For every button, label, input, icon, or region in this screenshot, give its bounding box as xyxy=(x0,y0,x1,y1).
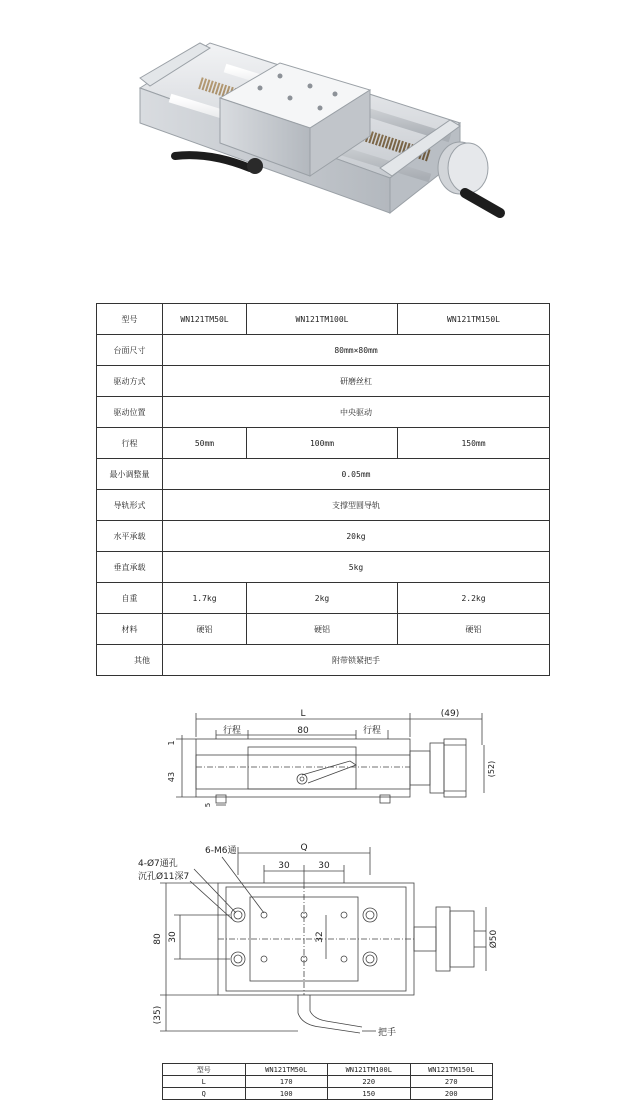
dim-49: (49) xyxy=(440,709,460,719)
table-row xyxy=(97,428,550,459)
table-row xyxy=(97,521,550,552)
table-row xyxy=(97,459,550,490)
row-label: 导轨形式 xyxy=(97,490,163,521)
spec-table-body xyxy=(97,304,550,676)
dim-L: L xyxy=(300,709,306,719)
cell-value: 硬铝 xyxy=(398,614,550,645)
dim-Q: Q xyxy=(300,843,308,853)
cell-value: 5kg xyxy=(163,552,550,583)
stroke-left-label: 行程 xyxy=(222,726,242,736)
table-row xyxy=(97,335,550,366)
dim-30v: 30 xyxy=(168,931,178,943)
dim-52: (52) xyxy=(487,760,496,778)
table-row xyxy=(163,1076,493,1088)
table-row xyxy=(97,490,550,521)
row-label: 最小调整量 xyxy=(97,459,163,490)
cell-value: 2.2kg xyxy=(398,583,550,614)
dim-5: 5 xyxy=(204,802,212,808)
top-view-drawing xyxy=(130,835,510,1040)
cell-value: 80mm×80mm xyxy=(163,335,550,366)
product-photo-linear-stage xyxy=(130,28,530,258)
table-row xyxy=(97,366,550,397)
cell-value: WN121TM50L xyxy=(163,304,247,335)
cell-value: 100 xyxy=(245,1088,328,1100)
row-label: 驱动方式 xyxy=(97,366,163,397)
row-label: 型号 xyxy=(97,304,163,335)
table-row xyxy=(97,304,550,335)
cell-value: 50mm xyxy=(163,428,247,459)
spec-table xyxy=(96,303,550,676)
row-label: L xyxy=(163,1076,246,1088)
cell-value: 150mm xyxy=(398,428,550,459)
cell-value: 硬铝 xyxy=(247,614,398,645)
dim-43: 43 xyxy=(167,771,176,783)
cell-value: 中央驱动 xyxy=(163,397,550,428)
table-row xyxy=(97,645,550,676)
callout-counterbore: 沉孔Ø11深7 xyxy=(138,872,190,882)
row-label: 垂直承载 xyxy=(97,552,163,583)
header-cell: WN121TM100L xyxy=(328,1064,411,1076)
table-row xyxy=(97,583,550,614)
dim-30b: 30 xyxy=(318,861,330,871)
dim-80: 80 xyxy=(297,726,309,736)
dim-80: 80 xyxy=(153,933,163,945)
cell-value: 100mm xyxy=(247,428,398,459)
row-label: 材料 xyxy=(97,614,163,645)
table-row xyxy=(163,1088,493,1100)
table-row xyxy=(97,397,550,428)
dim-35: (35) xyxy=(153,1005,163,1025)
cell-value: 220 xyxy=(328,1076,411,1088)
row-label: 行程 xyxy=(97,428,163,459)
cell-value: 150 xyxy=(328,1088,411,1100)
row-label: 其他 xyxy=(97,645,163,676)
cell-value: 硬铝 xyxy=(163,614,247,645)
cell-value: 支撑型圆导轨 xyxy=(163,490,550,521)
cell-value: WN121TM100L xyxy=(247,304,398,335)
cell-value: 研磨丝杠 xyxy=(163,366,550,397)
header-cell: WN121TM150L xyxy=(410,1064,493,1076)
dim-32: 32 xyxy=(315,931,325,943)
dim-30a: 30 xyxy=(278,861,290,871)
cell-value: 0.05mm xyxy=(163,459,550,490)
table-header-row xyxy=(163,1064,493,1076)
header-cell: WN121TM50L xyxy=(245,1064,328,1076)
table-row xyxy=(97,552,550,583)
cell-value: 20kg xyxy=(163,521,550,552)
cell-value: 170 xyxy=(245,1076,328,1088)
cell-value: WN121TM150L xyxy=(398,304,550,335)
handle-label: 把手 xyxy=(378,1028,397,1038)
cell-value: 270 xyxy=(410,1076,493,1088)
side-view-drawing xyxy=(160,705,505,810)
cell-value: 2kg xyxy=(247,583,398,614)
callout-holes: 4-Ø7通孔 xyxy=(138,859,178,869)
row-label: 驱动位置 xyxy=(97,397,163,428)
dimension-table xyxy=(162,1063,493,1100)
cell-value: 1.7kg xyxy=(163,583,247,614)
row-label: 水平承载 xyxy=(97,521,163,552)
row-label: Q xyxy=(163,1088,246,1100)
header-cell: 型号 xyxy=(163,1064,246,1076)
row-label: 台面尺寸 xyxy=(97,335,163,366)
dim-1: 1 xyxy=(167,740,176,746)
dim-50: Ø50 xyxy=(489,929,499,949)
stroke-right-label: 行程 xyxy=(362,726,382,736)
cell-value: 200 xyxy=(410,1088,493,1100)
table-row xyxy=(97,614,550,645)
row-label: 自重 xyxy=(97,583,163,614)
callout-m6: 6-M6通 xyxy=(205,846,237,856)
cell-value: 附带锁紧把手 xyxy=(163,645,550,676)
